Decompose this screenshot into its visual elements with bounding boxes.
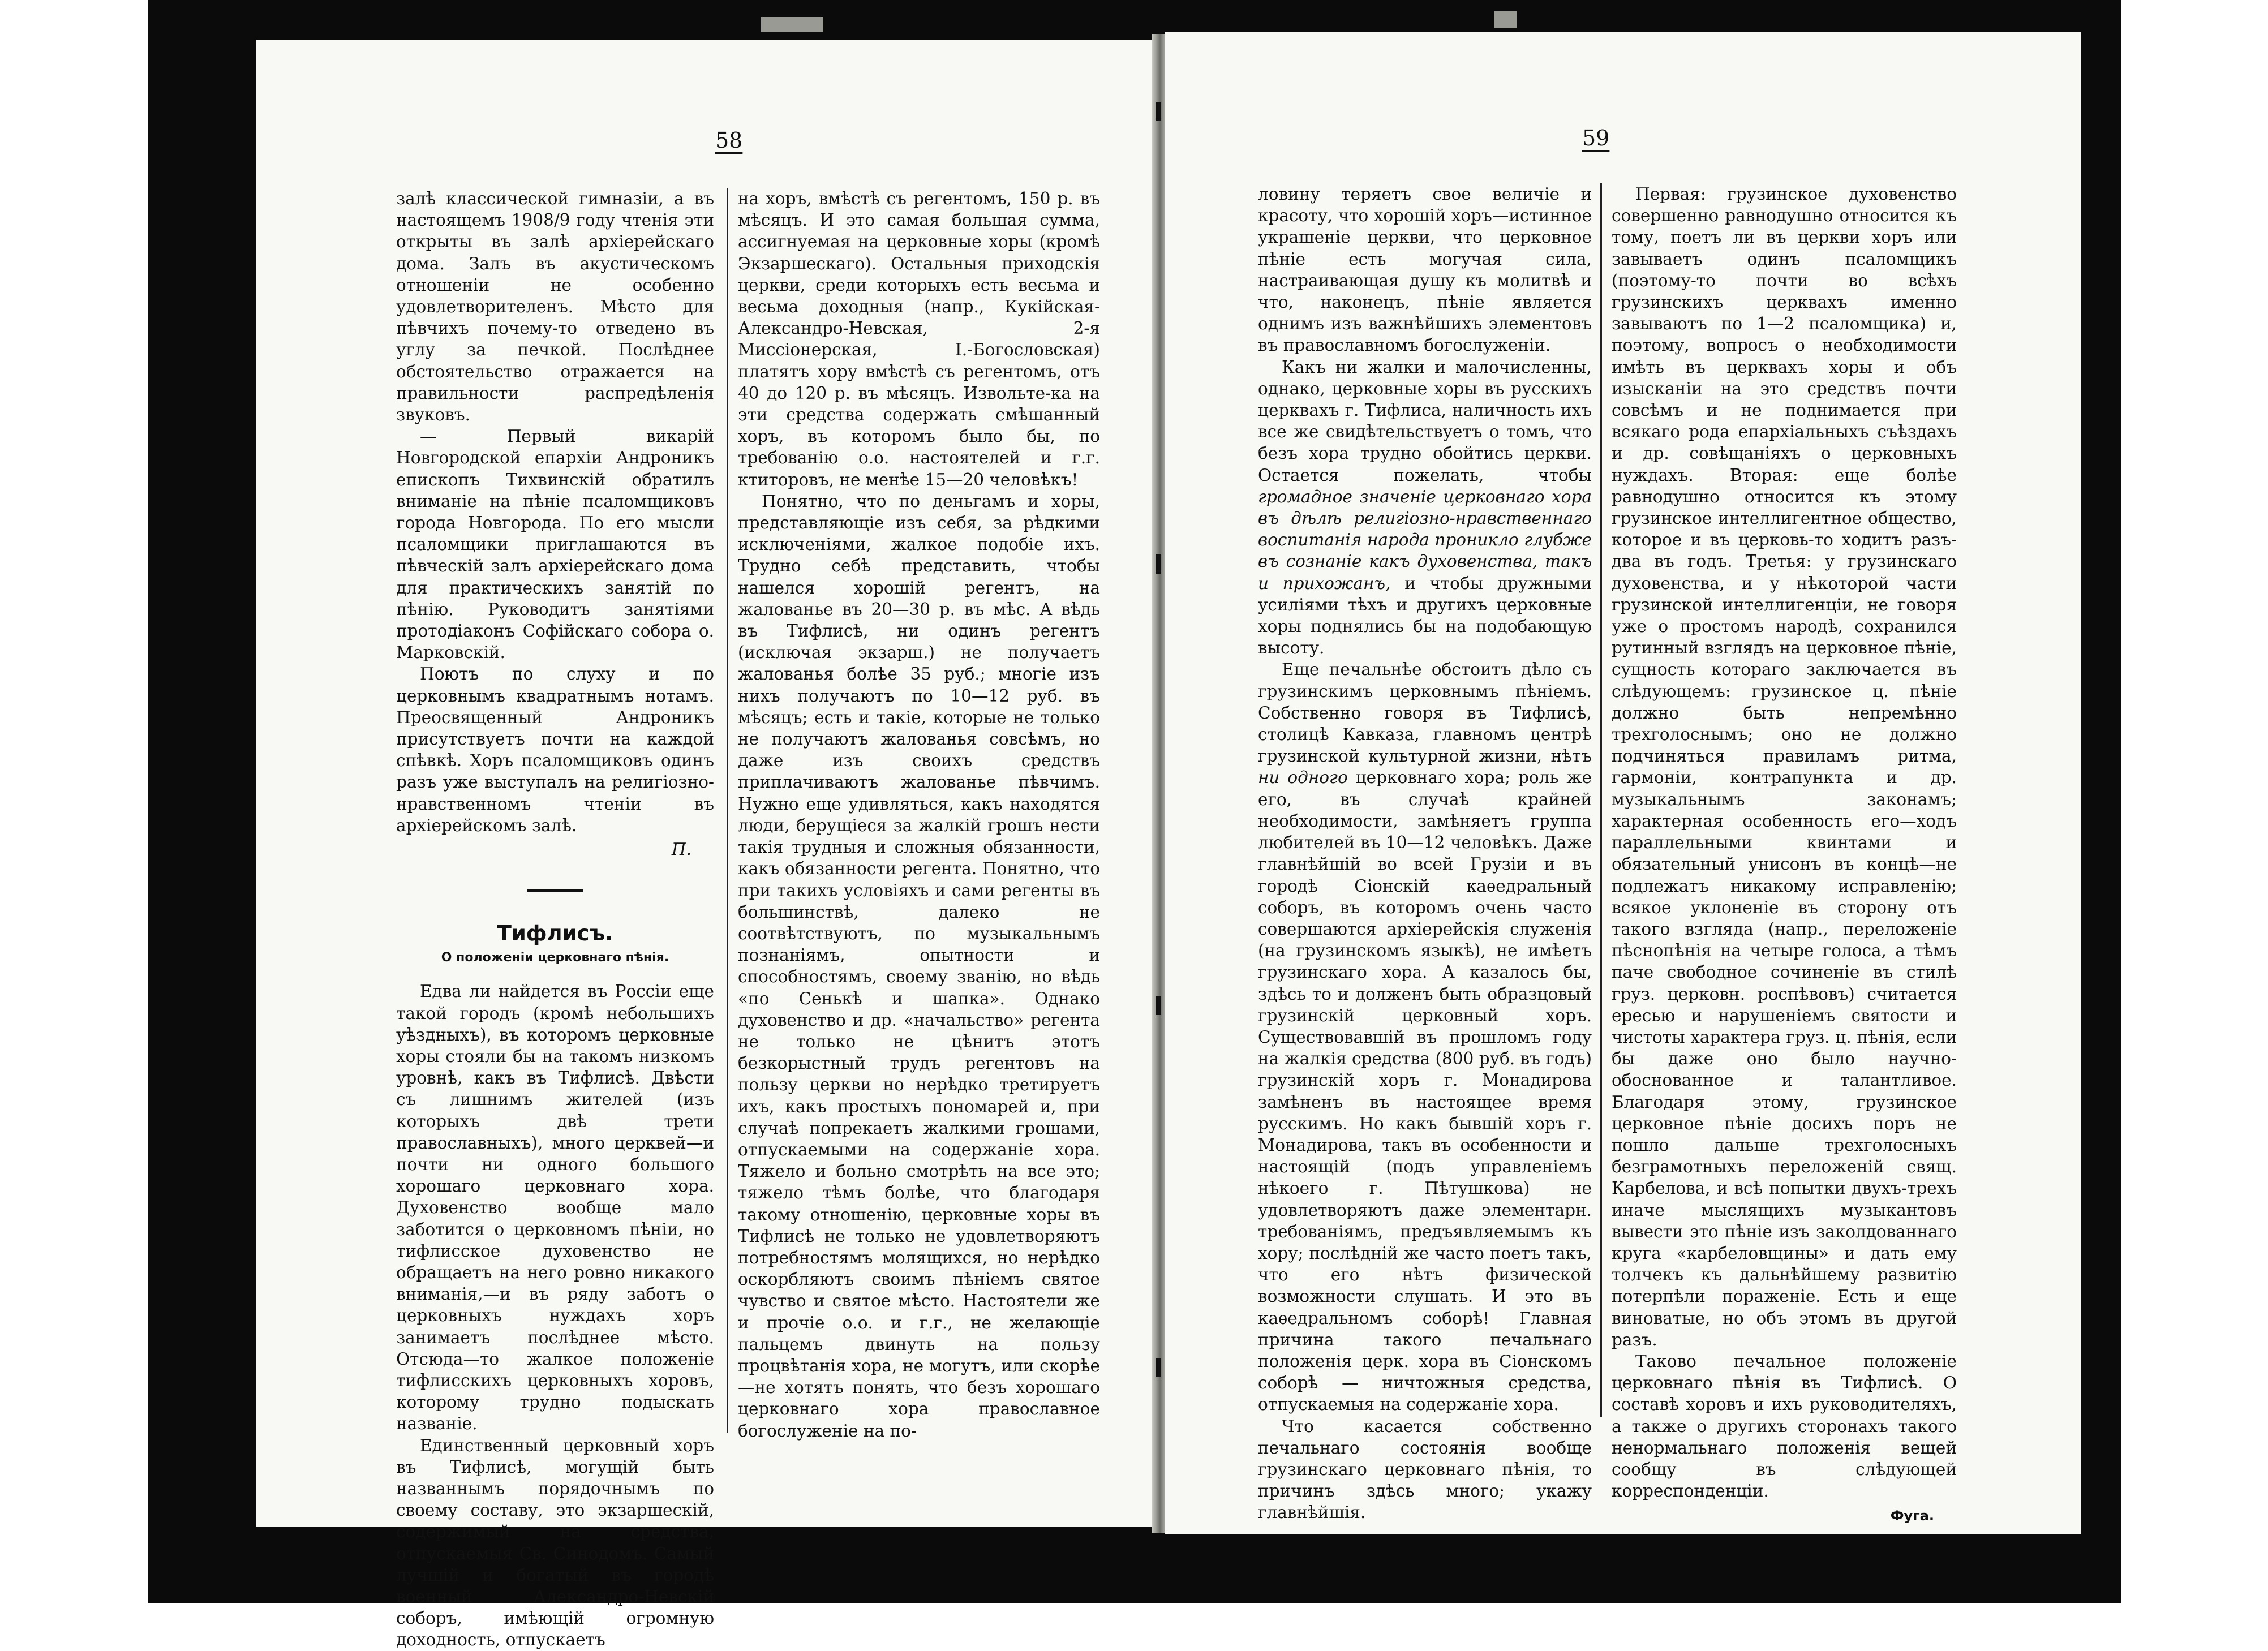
text-run: Какъ ни жалки и малочисленны, однако, церковные хоры въ русскихъ церквахъ г. Тифлиса, наличность ихъ все же свидѣтельствуетъ о томъ, что безъ хора трудно обойтись церкви. Остается пожелать, чтобы <box>1258 357 1592 485</box>
emphasis-text: громадное значеніе церковнаго хора въ дѣлѣ религіозно-нравственнаго воспитанія народа проникло глубже въ сознаніе какъ духовенства, такъ и прихожанъ, <box>1258 487 1592 593</box>
left-page <box>256 40 1160 1650</box>
paragraph: ловину теряетъ свое величіе и красоту, что хорошій хоръ—истинное украшеніе церкви, что церковное пѣніе есть могучая сила, настраивающая душу къ молитвѣ и что, наконецъ, пѣніе является однимъ изъ важнѣйшихъ элементовъ въ православномъ богослуженіи. <box>1258 184 1592 355</box>
right-column-1 <box>1258 183 1592 1523</box>
column-rule <box>727 188 728 1433</box>
paragraph: Таково печальное положеніе церковнаго пѣнія въ Тифлисѣ. О составѣ хоровъ и ихъ руководителяхъ, а также о другихъ сторонахъ такого ненормальнаго положенія вещей сообщу въ слѣдующей корреспонденціи. <box>1612 1351 1957 1501</box>
paragraph: Понятно, что по деньгамъ и хоры, представляющіе изъ себя, за рѣдкими исключеніями, жалкое подобіе ихъ. Трудно себѣ представить, чтобы нашелся хорошій регентъ, на жалованье въ 20—30 р. въ мѣс. А вѣдь въ Тифлисѣ, ни одинъ регентъ (исключая экзарш.) не получаетъ жалованья болѣе 35 руб.; многіе изъ нихъ получаютъ по 10—12 руб. въ мѣсяцъ; есть и такіе, которые не только не получаютъ жалованья совсѣмъ, но даже изъ своихъ средствъ приплачиваютъ жалованье пѣвчимъ. Нужно еще удивляться, какъ находятся люди, берущіеся за жалкій грошъ нести такія трудныя и сложныя обязанности, какъ обязанности регента. Понятно, что при такихъ условіяхъ и сами регенты въ большинствѣ, далеко не соотвѣтствуютъ, по музыкальнымъ познаніямъ, опытности и способностямъ, своему званію, но вѣдь «по Сенькѣ и шапка». Однако духовенство и др. «начальство» регента не только не цѣнитъ этотъ безкорыстный трудъ регентовъ на пользу церкви но нерѣдко третируетъ ихъ, какъ простыхъ пономарей и, при случаѣ попрекаетъ жалкими грошами, отпускаемыми на содержаніе хора. Тяжело и больно смотрѣть на все это; тяжело тѣмъ болѣе, что благодаря такому отношенію, церковные хоры въ Тифлисѣ не только не удовлетворяютъ потребностямъ молящихся, но нерѣдко оскорбляютъ своимъ пѣніемъ святое чувство и святое мѣсто. Настоятели же и прочіе о.о. и г.г., не желающіе пальцемъ двинуть на пользу процвѣтанія хора, не могутъ, или скорѣе—не хотятъ понять, что безъ хорошаго церковнаго хора православное богослуженіе на по- <box>738 491 1100 1441</box>
column-rule <box>1600 183 1602 1417</box>
paragraph: Первая: грузинское духовенство совершенно равнодушно относится къ тому, поетъ ли въ церкви хоръ или завываетъ одинъ псаломщикъ (поэтому-то почти во всѣхъ грузинскихъ церквахъ именно завываютъ по 1—2 псаломщика) и, поэтому, вопросъ о необходимости имѣть въ церквахъ хоры и объ изысканіи на это средствъ почти совсѣмъ и не поднимается при всякаго рода епархіальныхъ съѣздахъ и др. совѣщаніяхъ о церковныхъ нуждахъ. Вторая: еще болѣе равнодушно относится къ этому грузинское интеллигентное общество, которое и въ церковь-то ходитъ разъ-два въ годъ. Третья: у грузинскаго духовенства, и у нѣкоторой части грузинской интеллигенціи, не говоря уже о простомъ народѣ, сохранился рутинный взглядъ на церковное пѣніе, сущность котораго заключается въ слѣдующемъ: грузинское ц. пѣніе должно быть непремѣнно трехголоснымъ; оно не должно подчиняться правиламъ ритма, гармоніи, контрапункта и др. музыкальнымъ законамъ; характерная особенность его—ходъ параллельными квинтами и обязательный унисонъ въ концѣ—не подлежатъ никакому исправленію; всякое уклоненіе въ сторону отъ такого взгляда (напр., переложеніе пѣснопѣнія на четыре голоса, а тѣмъ паче свободное сочиненіе въ стилѣ груз. церковн. роспѣвовъ) считается ересью и нарушеніемъ святости и чистоты характера груз. ц. пѣнія, если бы даже оно было научно-обоснованное и талантливое. Благодаря этому, грузинское церковное пѣніе досихъ поръ не пошло дальше трехголосныхъ безграмотныхъ переложеній свящ. Карбелова, и всѣ попытки двухъ-трехъ иначе мыслящихъ музыкантовъ вывести это пѣніе изъ заколдованнаго круга «карбеловщины» и дать ему толчекъ къ дальнѣйшему развитію потерпѣли пораженіе. Есть и еще виноватые, но объ этомъ въ другой разъ. <box>1612 184 1957 1349</box>
paragraph: Едва ли найдется въ Россіи еще такой городъ (кромѣ небольшихъ уѣздныхъ), въ которомъ церковные хоры стояли бы на такомъ низкомъ уровнѣ, какъ въ Тифлисѣ. Двѣсти съ лишнимъ жителей (изъ которыхъ двѣ трети православныхъ), много церквей—и почти ни одного большого хорошаго церковнаго хора. Духовенство вообще мало заботится о церковномъ пѣніи, но тифлисское духовенство не обращаетъ на него ровно никакого вниманія,—и въ ряду заботъ о церковныхъ нуждахъ хоръ занимаетъ послѣднее мѣсто. Отсюда—то жалкое положеніе тифлисскихъ церковныхъ хоровъ, которому трудно подыскать названіе. <box>396 982 714 1434</box>
left-column-1 <box>396 188 714 1650</box>
paragraph <box>1258 659 1592 1415</box>
section-divider <box>527 889 583 892</box>
section-title: Тифлисъ. <box>497 921 613 946</box>
paragraph: залѣ классической гимназіи, а въ настоящемъ 1908/9 году чтенія эти открыты въ залѣ архіерейскаго дома. Залъ въ акустическомъ отношеніи не особенно удовлетворителенъ. Мѣсто для пѣвчихъ почему-то отведено въ углу за печкой. Послѣднее обстоятельство отражается на правильности распредѣленія звуковъ. <box>396 189 714 425</box>
paragraph <box>1258 356 1592 659</box>
page-number: 58 <box>715 128 743 153</box>
page-edge-tab <box>1494 11 1517 28</box>
paragraph: — Первый викарій Новгородской епархіи Андроникъ епископъ Тихвинскій обратилъ вниманіе на пѣніе псаломщиковъ города Новгорода. По его мысли псаломщики приглашаются въ пѣвческій залъ архіерейскаго дома для практическихъ занятій по пѣнію. Руководитъ занятіями протодіаконъ Софійскаго собора о. Марковскій. <box>396 427 714 663</box>
author-signature: П. <box>671 840 691 859</box>
binding-mark <box>1156 102 1161 121</box>
author-signature: Фуга. <box>1890 1508 1934 1524</box>
page-number: 59 <box>1582 126 1610 151</box>
text-run: Еще печальнѣе обстоитъ дѣло съ грузинскимъ церковнымъ пѣніемъ. Собственно говоря въ Тифлисѣ, столицѣ Кавказа, главномъ центрѣ грузинской культурной жизни, нѣтъ <box>1258 660 1592 766</box>
text-run: церковнаго хора; роль же его, въ случаѣ крайней необходимости, замѣняетъ группа любителей въ 10—12 человѣкъ. Даже главнѣйшій во всей Грузіи и въ городѣ Сіонскій каѳедральный соборъ, въ которомъ очень часто совершаются архіерейскія служенія (на грузинскомъ языкѣ), не имѣетъ грузинскаго хора. А казалось бы, здѣсь то и долженъ быть образцовый грузинскій церковный хоръ. Существовавшій въ прошломъ году на жалкія средства (800 руб. въ годъ) грузинскій хоръ г. Монадирова замѣненъ въ настоящее время русскимъ. Но какъ бывшій хоръ г. Монадирова, такъ въ особенности и настоящій (подъ управленіемъ нѣкоего г. Пѣтушкова) не удовлетворяютъ даже элементарн. требованіямъ, предъявляемымъ къ хору; послѣдній же часто поетъ такъ, что его нѣтъ физической возможности слушать. И это въ каѳедральномъ соборѣ! Главная причина такого печальнаго положенія церк. хора въ Сіонскомъ соборѣ — ничтожныя средства, отпускаемыя на содержаніе хора. <box>1258 768 1592 1414</box>
paragraph: Что касается собственно печальнаго состоянія вообще грузинскаго церковнаго пѣнія, то причинъ здѣсь много; укажу главнѣйшія. <box>1258 1416 1592 1523</box>
text-run: и чтобы дружными усиліями тѣхъ и другихъ церковные хоры поднялись бы на подобающую высоту. <box>1258 573 1592 658</box>
right-page <box>1165 32 2081 1534</box>
paragraph: на хоръ, вмѣстѣ съ регентомъ, 150 р. въ мѣсяцъ. И это самая большая сумма, ассигнуемая на церковные хоры (кромѣ Экзаршескаго). Остальныя приходскія церкви, среди которыхъ есть весьма и весьма доходныя (напр., Кукійская-Александро-Невская, 2-я Миссіонерская, І.-Богословская) платятъ хору вмѣстѣ съ регентомъ, отъ 40 до 120 р. въ мѣсяцъ. Извольте-ка на эти средства содержать смѣшанный хоръ, въ которомъ было бы, по требованію о.о. настоятелей и г.г. ктиторовъ, не менѣе 15—20 человѣкъ! <box>738 189 1100 489</box>
binding-mark <box>1156 1358 1161 1377</box>
left-column-2 <box>738 188 1100 1450</box>
binding-mark <box>1156 554 1161 574</box>
binding-mark <box>1156 996 1161 1015</box>
right-column-2 <box>1612 183 1957 1524</box>
paragraph: Единственный церковный хоръ въ Тифлисѣ, могущій быть названнымъ порядочнымъ по своему составу, это экзаршескій, содержимый на средства, отпускаемыя Св. Синодомъ. Самый лучшій и богатый въ городѣ военный Александро-Невскій соборъ, имѣющій огромную доходность, отпускаетъ <box>396 1435 714 1650</box>
paragraph: Поютъ по слуху и по церковнымъ квадратнымъ нотамъ. Преосвященный Андроникъ присутствуетъ почти на каждой спѣвкѣ. Хоръ псаломщиковъ одинъ разъ уже выступалъ на религіозно-нравственномъ чтеніи въ архіерейскомъ залѣ. <box>396 664 714 835</box>
page-edge-tab <box>761 17 823 32</box>
section-subtitle: О положеніи церковнаго пѣнія. <box>441 951 669 965</box>
emphasis-text: ни одного <box>1258 768 1348 788</box>
